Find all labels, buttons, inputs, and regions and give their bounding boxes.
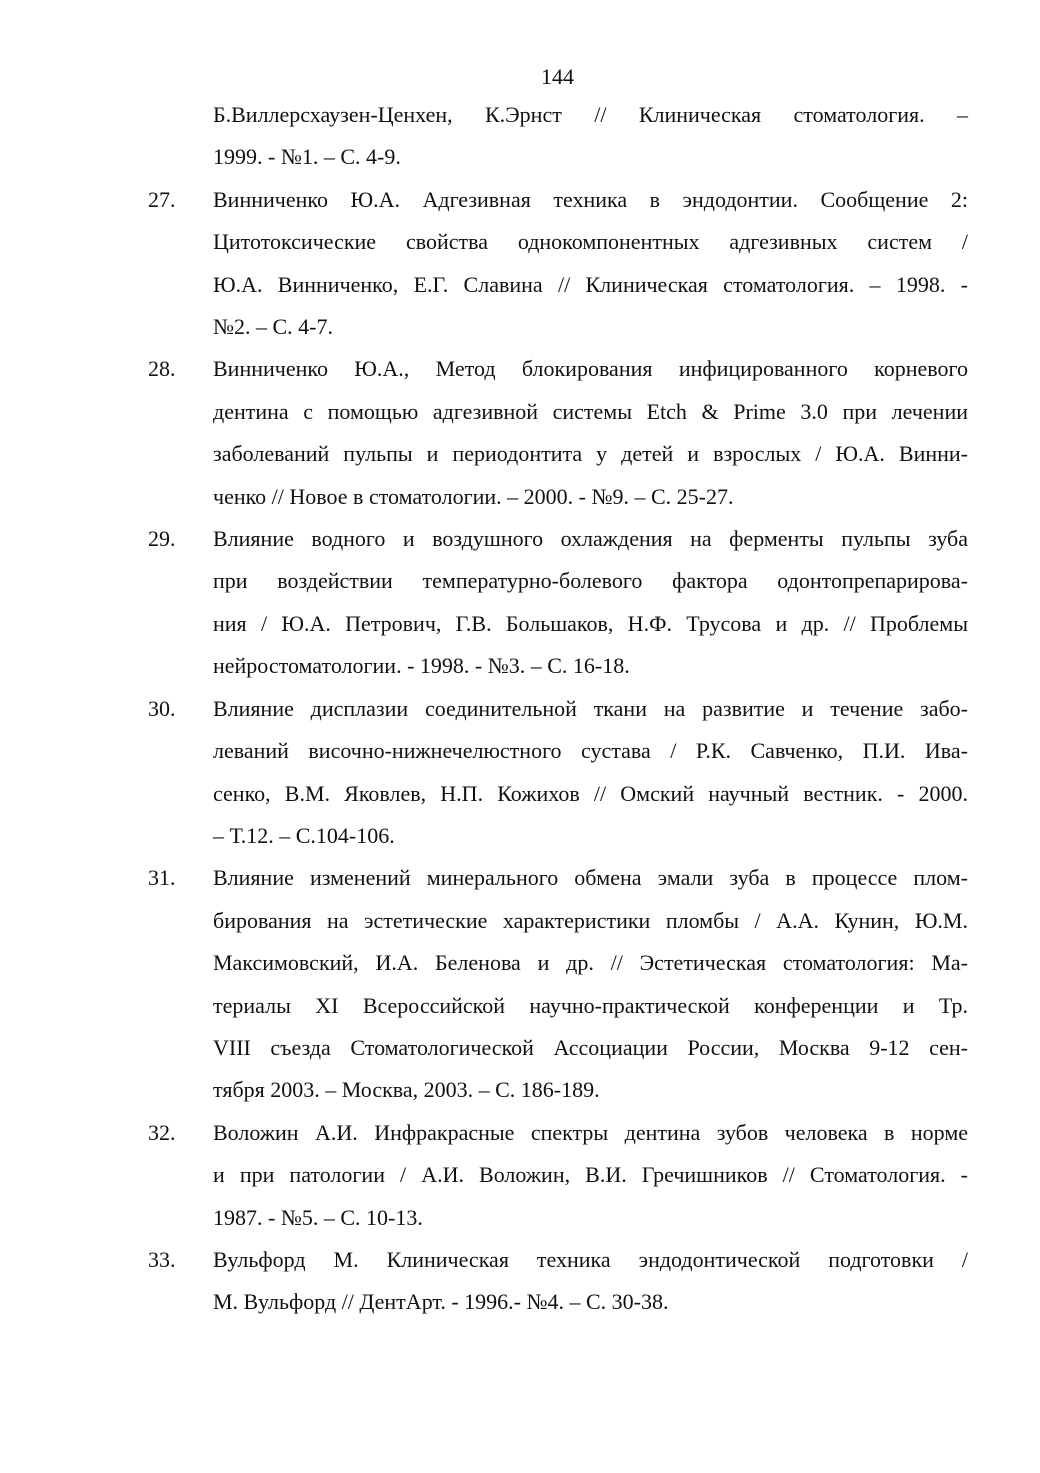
reference-line: сенко, В.М. Яковлев, Н.П. Кожихов // Омский научный вестник. - 2000. — [213, 780, 968, 806]
reference-text — [213, 518, 968, 688]
reference-text — [213, 857, 968, 1111]
reference-line: М. Вульфорд // ДентАрт. - 1996.- №4. – С. 30-38. — [213, 1289, 669, 1315]
reference-line: 1999. - №1. – С. 4-9. — [213, 144, 401, 170]
reference-line: Максимовский, И.А. Беленова и др. // Эстетическая стоматология: Ма- — [213, 950, 968, 976]
reference-33 — [148, 1239, 968, 1324]
reference-line: Винниченко Ю.А., Метод блокирования инфицированного корневого — [213, 356, 968, 382]
reference-28 — [148, 348, 968, 518]
reference-number: 30. — [148, 695, 176, 721]
reference-line: и при патологии / А.И. Воложин, В.И. Гречишников // Стоматология. - — [213, 1162, 968, 1188]
reference-line: Цитотоксические свойства однокомпонентных адгезивных систем / — [213, 229, 968, 255]
reference-list — [148, 94, 968, 1324]
reference-line: VIII съезда Стоматологической Ассоциации России, Москва 9-12 сен- — [213, 1034, 968, 1060]
reference-number: 33. — [148, 1246, 176, 1272]
reference-line: Ю.А. Винниченко, Е.Г. Славина // Клиническая стоматология. – 1998. - — [213, 271, 968, 297]
reference-line: Б.Виллерсхаузен-Ценхен, К.Эрнст // Клиническая стоматология. – — [213, 102, 968, 127]
reference-line: дентина с помощью адгезивной системы Etch & Prime 3.0 при лечении — [213, 398, 968, 424]
reference-line: ния / Ю.А. Петрович, Г.В. Большаков, Н.Ф. Трусова и др. // Проблемы — [213, 610, 968, 636]
reference-line: заболеваний пульпы и периодонтита у детей и взрослых / Ю.А. Винни- — [213, 441, 968, 467]
reference-31 — [148, 857, 968, 1111]
reference-line: нейростоматологии. - 1998. - №3. – С. 16-18. — [213, 653, 630, 679]
reference-line: – Т.12. – С.104-106. — [213, 822, 395, 848]
reference-line: ченко // Новое в стоматологии. – 2000. - №9. – С. 25-27. — [213, 483, 734, 509]
reference-line: Вульфорд М. Клиническая техника эндодонтической подготовки / — [213, 1246, 968, 1272]
reference-number: 31. — [148, 865, 176, 891]
reference-text — [213, 348, 968, 518]
reference-line: Влияние дисплазии соединительной ткани на развитие и течение забо- — [213, 695, 968, 721]
reference-number — [148, 94, 213, 179]
reference-number: 29. — [148, 526, 176, 552]
reference-number: 28. — [148, 356, 176, 382]
reference-text — [213, 94, 968, 179]
reference-line: Влияние изменений минерального обмена эмали зуба в процессе плом- — [213, 865, 968, 891]
reference-line: 1987. - №5. – С. 10-13. — [213, 1204, 423, 1230]
reference-number: 27. — [148, 186, 176, 212]
reference-text — [213, 1239, 968, 1324]
reference-continuation — [148, 94, 968, 179]
reference-line: бирования на эстетические характеристики пломбы / А.А. Кунин, Ю.М. — [213, 907, 968, 933]
reference-line: при воздействии температурно-болевого фактора одонтопрепарирова- — [213, 568, 968, 594]
reference-line: леваний височно-нижнечелюстного сустава / Р.К. Савченко, П.И. Ива- — [213, 738, 968, 764]
reference-30 — [148, 688, 968, 858]
reference-line: Воложин А.И. Инфракрасные спектры дентина зубов человека в норме — [213, 1119, 968, 1145]
reference-line: тября 2003. – Москва, 2003. – С. 186-189. — [213, 1077, 600, 1103]
reference-number: 32. — [148, 1119, 176, 1145]
reference-line: Винниченко Ю.А. Адгезивная техника в эндодонтии. Сообщение 2: — [213, 186, 968, 212]
reference-text — [213, 688, 968, 858]
page-number: 144 — [541, 64, 574, 89]
reference-text — [213, 1112, 968, 1239]
reference-27 — [148, 179, 968, 349]
reference-line: териалы XI Всероссийской научно-практической конференции и Тр. — [213, 992, 968, 1018]
reference-29 — [148, 518, 968, 688]
reference-line: №2. – С. 4-7. — [213, 314, 333, 340]
reference-text — [213, 179, 968, 349]
reference-line: Влияние водного и воздушного охлаждения на ферменты пульпы зуба — [213, 526, 968, 552]
reference-32 — [148, 1112, 968, 1239]
